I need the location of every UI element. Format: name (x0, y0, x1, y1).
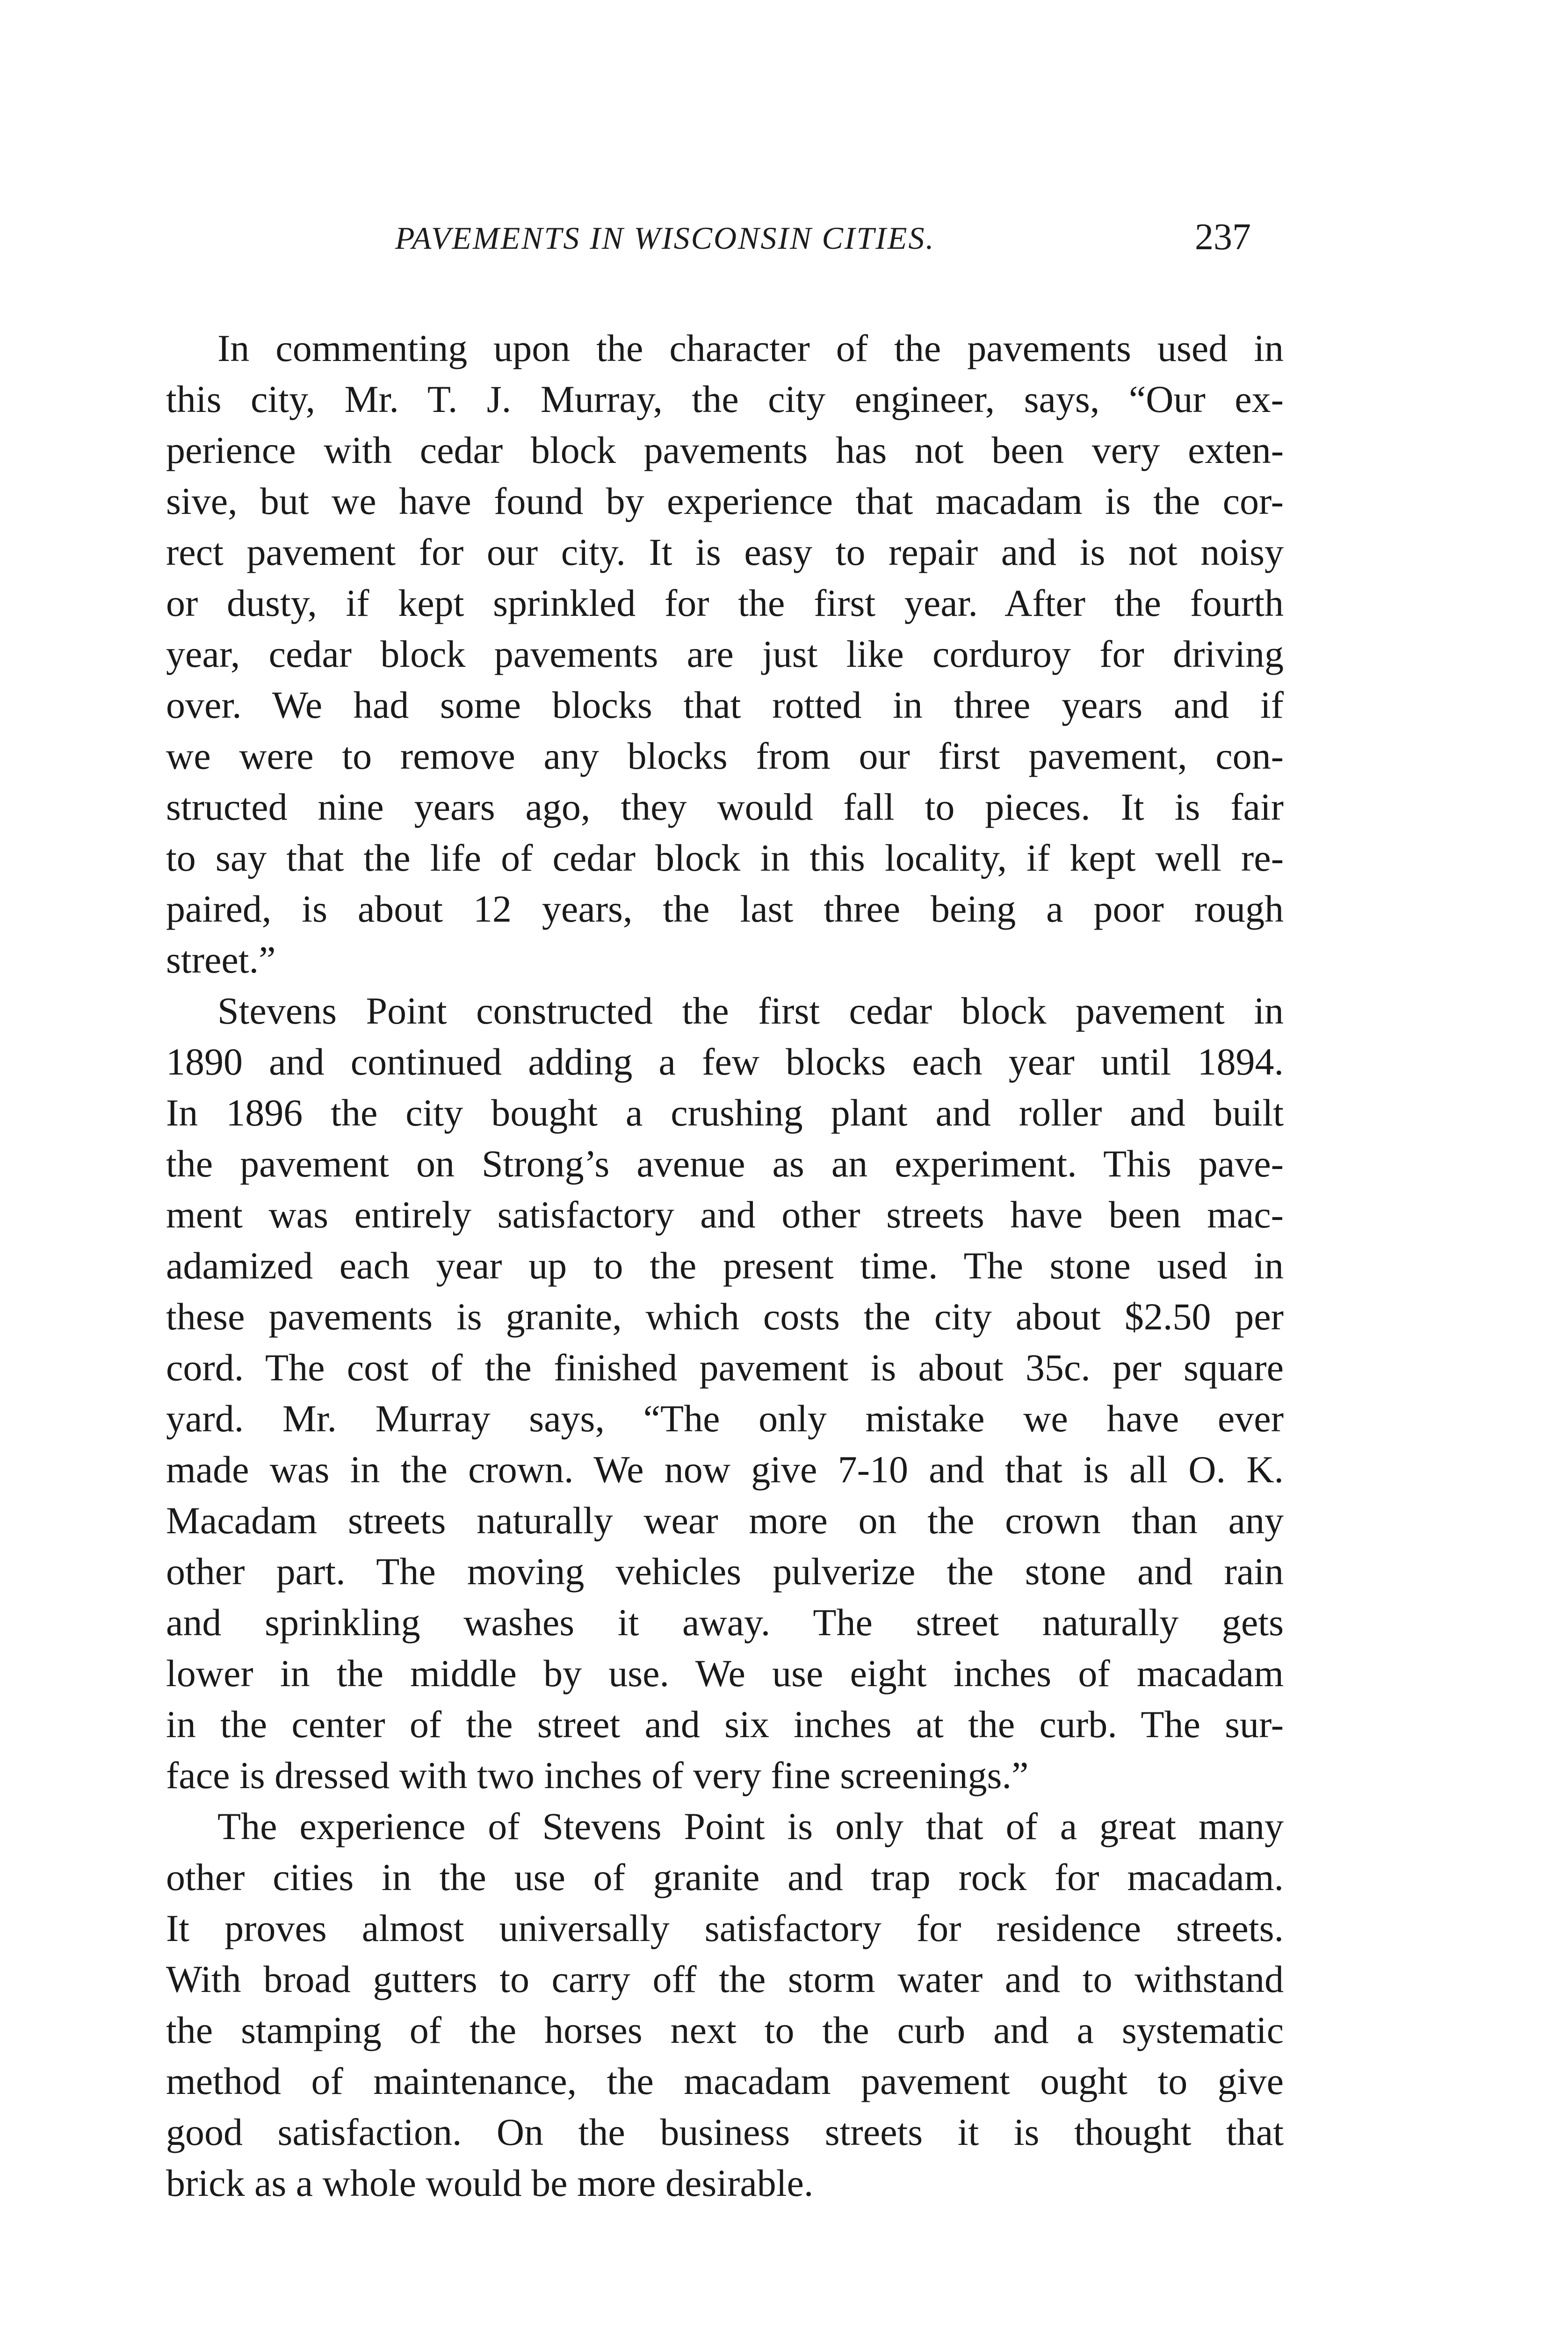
text-line: made was in the crown. We now give 7-10 and that is all O. K. (166, 1448, 1284, 1491)
paragraph (166, 1801, 1284, 2208)
text-line: perience with cedar block pavements has not been very exten- (166, 429, 1284, 471)
text-line: lower in the middle by use. We use eight inches of macadam (166, 1652, 1284, 1695)
text-line: other part. The moving vehicles pulverize the stone and rain (166, 1550, 1284, 1593)
paragraph (166, 985, 1284, 1801)
text-line: yard. Mr. Murray says, “The only mistake we have ever (166, 1397, 1284, 1440)
text-line: to say that the life of cedar block in this locality, if kept well re- (166, 837, 1284, 879)
text-line: in the center of the street and six inches at the curb. The sur- (166, 1703, 1284, 1746)
text-line: 1890 and continued adding a few blocks each year until 1894. (166, 1040, 1284, 1083)
text-line: and sprinkling washes it away. The street naturally gets (166, 1601, 1284, 1644)
text-line: cord. The cost of the finished pavement is about 35c. per square (166, 1346, 1284, 1389)
page-number: 237 (1195, 216, 1251, 258)
text-line: method of maintenance, the macadam pavement ought to give (166, 2060, 1284, 2102)
text-line: With broad gutters to carry off the storm water and to withstand (166, 1958, 1284, 2000)
text-line: brick as a whole would be more desirable. (166, 2162, 814, 2204)
text-line: adamized each year up to the present time. The stone used in (166, 1244, 1284, 1287)
text-line: Stevens Point constructed the first cedar block pavement in (217, 989, 1284, 1032)
text-line: over. We had some blocks that rotted in three years and if (166, 684, 1284, 726)
text-line: In 1896 the city bought a crushing plant and roller and built (166, 1091, 1284, 1134)
text-line: Macadam streets naturally wear more on the crown than any (166, 1499, 1284, 1542)
text-line: this city, Mr. T. J. Murray, the city engineer, says, “Our ex- (166, 378, 1284, 420)
text-line: The experience of Stevens Point is only that of a great many (217, 1805, 1284, 1847)
text-line: street.” (166, 938, 276, 981)
paragraph (166, 323, 1284, 985)
text-line: It proves almost universally satisfactory for residence streets. (166, 1907, 1284, 1949)
text-line: sive, but we have found by experience that macadam is the cor- (166, 480, 1284, 522)
text-line: the pavement on Strong’s avenue as an experiment. This pave- (166, 1142, 1284, 1185)
text-line: the stamping of the horses next to the curb and a systematic (166, 2009, 1284, 2051)
body-text (166, 323, 1284, 2208)
text-line: these pavements is granite, which costs the city about $2.50 per (166, 1295, 1284, 1338)
text-line: rect pavement for our city. It is easy to repair and is not noisy (166, 531, 1284, 573)
text-line: or dusty, if kept sprinkled for the first year. After the fourth (166, 582, 1284, 624)
text-line: structed nine years ago, they would fall to pieces. It is fair (166, 786, 1284, 828)
running-head: PAVEMENTS IN WISCONSIN CITIES. (395, 220, 935, 256)
text-line: In commenting upon the character of the pavements used in (217, 327, 1284, 369)
text-line: paired, is about 12 years, the last three being a poor rough (166, 888, 1284, 930)
text-line: we were to remove any blocks from our first pavement, con- (166, 735, 1284, 777)
text-line: good satisfaction. On the business streets it is thought that (166, 2111, 1284, 2153)
text-line: face is dressed with two inches of very fine screenings.” (166, 1754, 1029, 1797)
text-line: other cities in the use of granite and trap rock for macadam. (166, 1856, 1284, 1898)
text-line: ment was entirely satisfactory and other streets have been mac- (166, 1193, 1284, 1236)
text-line: year, cedar block pavements are just like corduroy for driving (166, 633, 1284, 675)
